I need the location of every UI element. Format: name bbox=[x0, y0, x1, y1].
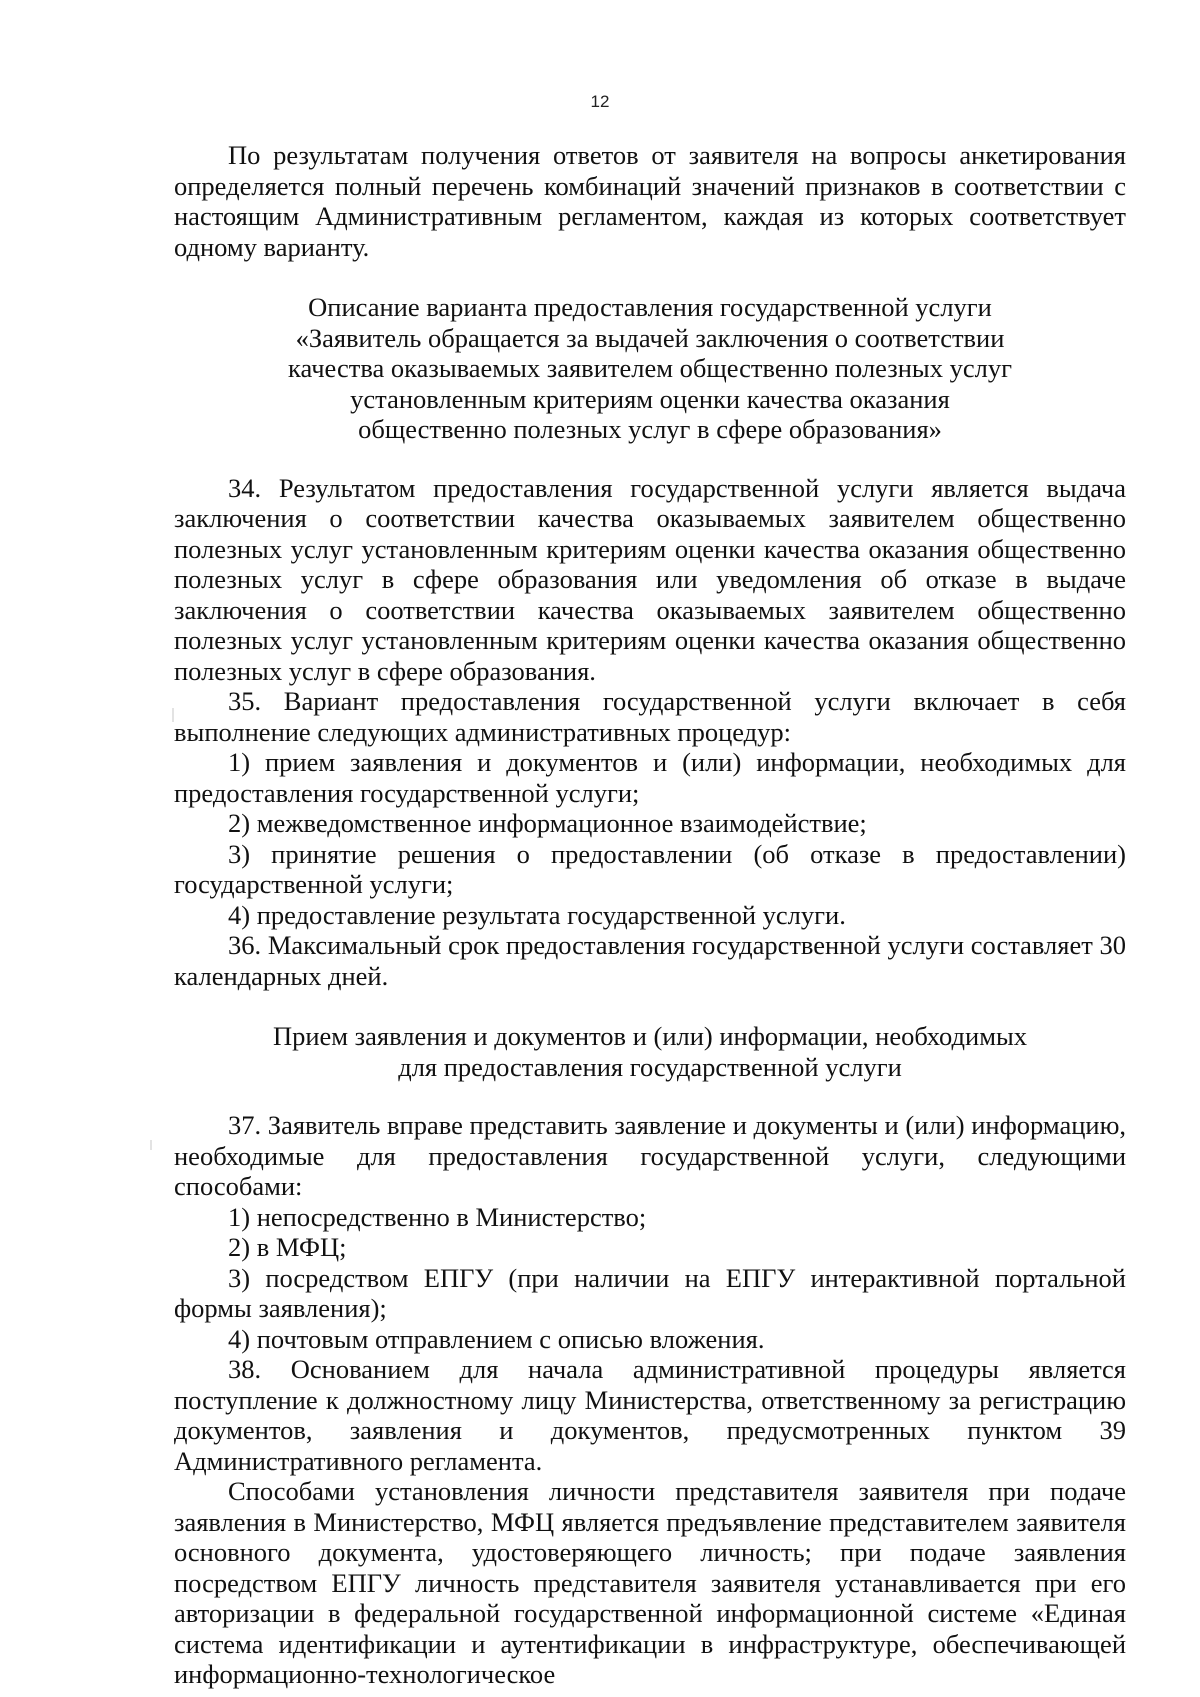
heading-line: установленным критериям оценки качества оказания bbox=[350, 383, 950, 414]
list-item: 1) прием заявления и документов и (или) информации, необходимых для предоставления государственной услуги; bbox=[174, 747, 1126, 808]
list-item: 2) в МФЦ; bbox=[228, 1232, 347, 1262]
section-heading bbox=[174, 1021, 1126, 1082]
document-body bbox=[174, 140, 1126, 1690]
heading-line: общественно полезных услуг в сфере образования» bbox=[358, 414, 942, 444]
list-item: 3) принятие решения о предоставлении (об отказе в предоставлении) государственной услуги; bbox=[174, 838, 1126, 899]
heading-line: Описание варианта предоставления государственной услуги bbox=[308, 292, 992, 322]
list-item: 1) непосредственно в Министерство; bbox=[228, 1201, 647, 1232]
paragraph-35: 35. Вариант предоставления государственной услуги включает в себя выполнение следующих административных процедур: bbox=[174, 686, 1126, 747]
heading-line: качества оказываемых заявителем общественно полезных услуг bbox=[288, 353, 1012, 383]
heading-line: Прием заявления и документов и (или) информации, необходимых bbox=[272, 1021, 1028, 1051]
page-number: 12 bbox=[590, 92, 610, 111]
paragraph: По результатам получения ответов от заявителя на вопросы анкетирования определяется полный перечень комбинаций значений признаков в соответствии с настоящим Административным регламентом, каждая из которых соответствует одному варианту. bbox=[174, 140, 1126, 262]
paragraph: Способами установления личности представителя заявителя при подаче заявления в Министерство, МФЦ является предъявление представителем заявителя основного документа, удостоверяющего личность; при подаче заявления посредством ЕПГУ личность представителя заявителя устанавливается при его авторизации в федеральной государственной информационной системе «Единая система идентификации и аутентификации в инфраструктуре, обеспечивающей информационно-технологическое bbox=[174, 1476, 1126, 1689]
heading-line: для предоставления государственной услуги bbox=[398, 1051, 902, 1082]
list-item: 4) почтовым отправлением с описью вложения. bbox=[228, 1323, 765, 1354]
scan-artifact bbox=[150, 1140, 152, 1150]
paragraph-36: 36. Максимальный срок предоставления государственной услуги составляет 30 календарных дней. bbox=[174, 930, 1126, 991]
list-item: 3) посредством ЕПГУ (при наличии на ЕПГУ интерактивной портальной формы заявления); bbox=[174, 1262, 1126, 1323]
section-heading bbox=[174, 292, 1126, 445]
list-item: 4) предоставление результата государственной услуги. bbox=[228, 899, 846, 930]
paragraph-37: 37. Заявитель вправе представить заявление и документы и (или) информацию, необходимые для предоставления государственной услуги, следующими способами: bbox=[174, 1110, 1126, 1201]
list-item: 2) межведомственное информационное взаимодействие; bbox=[228, 808, 867, 838]
paragraph-34: 34. Результатом предоставления государственной услуги является выдача заключения о соответствии качества оказываемых заявителем общественно полезных услуг установленным критериям оценки качества оказания общественно полезных услуг в сфере образования или уведомления об отказе в выдаче заключения о соответствии качества оказываемых заявителем общественно полезных услуг установленным критериям оценки качества оказания общественно полезных услуг в сфере образования. bbox=[174, 472, 1126, 686]
heading-line: «Заявитель обращается за выдачей заключения о соответствии bbox=[295, 322, 1005, 353]
paragraph-38: 38. Основанием для начала административной процедуры является поступление к должностному лицу Министерства, ответственному за регистрацию документов, заявления и документов, предусмотренных пунктом 39 Административного регламента. bbox=[174, 1354, 1126, 1476]
